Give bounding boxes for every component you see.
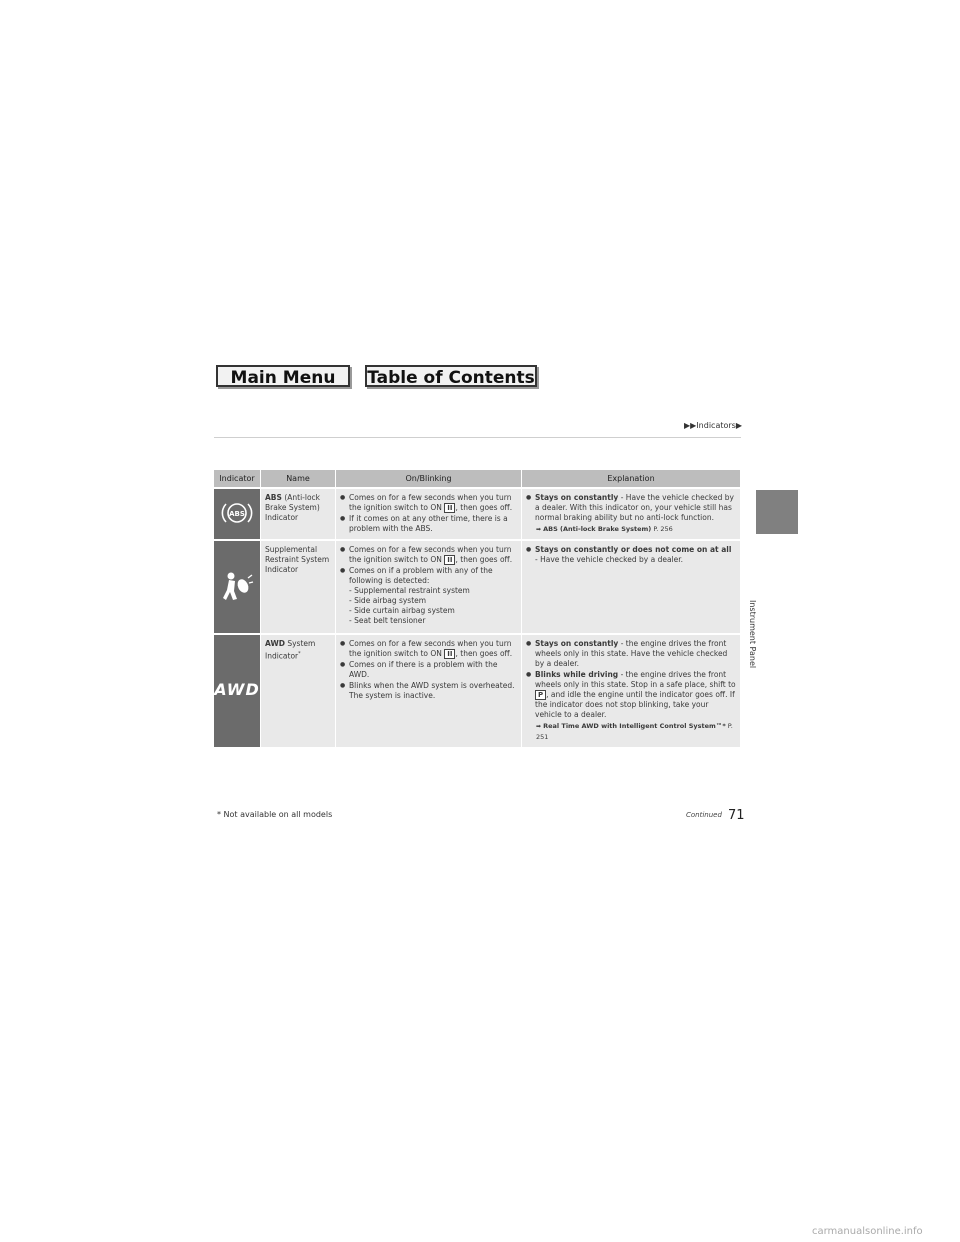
on-blinking-cell [336, 487, 522, 539]
name-cell [261, 633, 336, 747]
header-explanation: Explanation [522, 470, 741, 487]
continued-label: Continued [686, 811, 722, 819]
cross-reference-link[interactable]: ➡ ABS (Anti-lock Brake System) P. 256 [536, 525, 673, 533]
key-ii: II [444, 503, 455, 513]
name-cell [261, 539, 336, 633]
indicator-cell [214, 487, 261, 539]
list-item: ● Blinks while driving - the engine drives the front wheels only in this state. Stop in a safe place, shift to P , and idle the engine until the indicator goes off. If the indicator does not stop blinking, take your vehicle to a dealer. [526, 670, 736, 720]
name-bold: ABS [265, 493, 282, 502]
header-name: Name [261, 470, 336, 487]
on-blinking-cell [336, 633, 522, 747]
watermark: carmanualsonline.info [812, 1226, 923, 1237]
awd-icon: AWD [214, 679, 260, 699]
name-text: Supplemental Restraint System Indicator [265, 545, 330, 574]
sub-item: - Seat belt tensioner [349, 616, 426, 625]
section-tab-label: Instrument Panel [748, 600, 757, 669]
list-item: ● Blinks when the AWD system is overheated. The system is inactive. [340, 681, 517, 701]
list-item: ● Comes on for a few seconds when you turn the ignition switch to ON II , then goes off. [340, 493, 517, 513]
sub-item: - Side airbag system [349, 596, 427, 605]
name-text: (Anti-lock Brake System) Indicator [265, 493, 321, 522]
list-item: ● Comes on for a few seconds when you turn the ignition switch to ON II , then goes off. [340, 545, 517, 565]
footnote: * Not available on all models [217, 810, 333, 819]
indicator-cell [214, 539, 261, 633]
arrow-icon: ➡ [536, 723, 542, 730]
breadcrumb: ▶▶Indicators▶ [684, 421, 742, 430]
list-item: ● Comes on for a few seconds when you turn the ignition switch to ON II , then goes off. [340, 639, 517, 659]
name-text: System Indicator [265, 639, 316, 661]
list-item: ● Comes on if a problem with any of the following is detected: - Supplemental restraint system - Side airbag system - Side curtain airbag system - Seat belt tensioner [340, 566, 517, 626]
sub-item: - Supplemental restraint system [349, 586, 470, 595]
list-item: ● If it comes on at any other time, there is a problem with the ABS. [340, 514, 517, 534]
header-divider [214, 437, 741, 438]
main-menu-button[interactable]: Main Menu [216, 365, 350, 387]
list-item: ● Comes on if there is a problem with the AWD. [340, 660, 517, 680]
indicator-table [214, 470, 741, 747]
airbag-icon [220, 569, 254, 603]
svg-text:ABS: ABS [229, 509, 245, 518]
list-item: ● Stays on constantly or does not come on at all - Have the vehicle checked by a dealer. [526, 545, 736, 565]
header-indicator: Indicator [214, 470, 261, 487]
abs-icon [220, 499, 254, 527]
name-bold: AWD [265, 639, 285, 648]
page-number: 71 [728, 808, 745, 823]
arrow-icon: ➡ [536, 526, 542, 533]
table-of-contents-button[interactable]: Table of Contents [365, 365, 537, 387]
key-p: P [535, 690, 546, 700]
table-row [214, 633, 741, 747]
section-tab [756, 490, 798, 534]
indicator-cell [214, 633, 261, 747]
name-cell [261, 487, 336, 539]
sub-item: - Side curtain airbag system [349, 606, 455, 615]
key-ii: II [444, 555, 455, 565]
explanation-cell [522, 487, 741, 539]
footnote-star: * [298, 651, 301, 657]
key-ii: II [444, 649, 455, 659]
explanation-cell [522, 633, 741, 747]
list-item: ● Stays on constantly - the engine drives the front wheels only in this state. Have the vehicle checked by a dealer. [526, 639, 736, 669]
list-item: ● Stays on constantly - Have the vehicle checked by a dealer. With this indicator on, your vehicle still has normal braking ability but no anti-lock function. [526, 493, 736, 523]
header-on-blinking: On/Blinking [336, 470, 522, 487]
table-row [214, 539, 741, 633]
explanation-cell [522, 539, 741, 633]
on-blinking-cell [336, 539, 522, 633]
table-row [214, 487, 741, 539]
cross-reference-link[interactable]: ➡ Real Time AWD with Intelligent Control System™* P. 251 [536, 722, 733, 741]
table-header-row [214, 470, 741, 487]
